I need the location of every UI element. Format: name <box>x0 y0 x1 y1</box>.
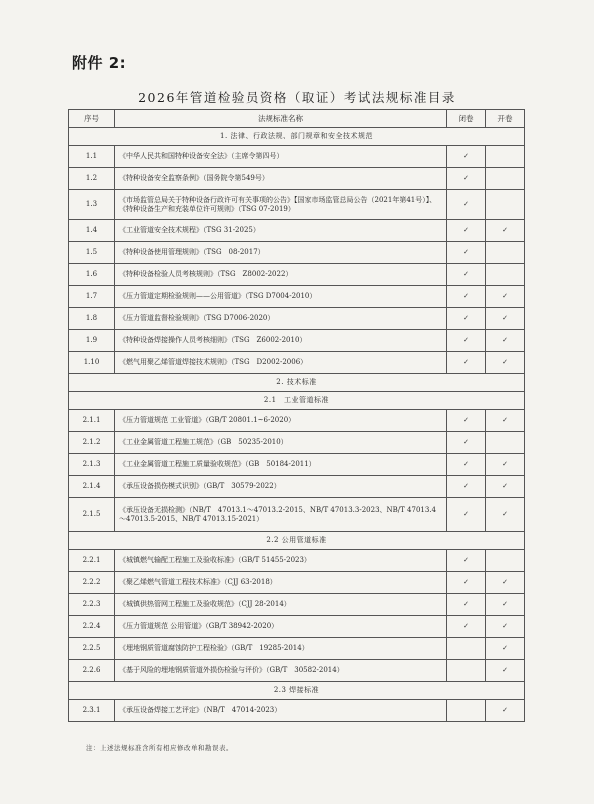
header-open-book: 开卷 <box>486 110 525 128</box>
closed-book-check-icon: ✓ <box>447 476 486 498</box>
table-row <box>69 660 525 682</box>
header-no: 序号 <box>69 110 115 128</box>
open-book-cell <box>486 432 525 454</box>
regulation-name: 《承压设备损伤模式识别》（GB/T 30579-2022） <box>115 476 447 498</box>
row-number: 2.2.5 <box>69 638 115 660</box>
closed-book-check-icon: ✓ <box>447 454 486 476</box>
regulation-name: 《工业金属管道工程施工质量验收规范》（GB 50184-2011） <box>115 454 447 476</box>
open-book-check-icon: ✓ <box>486 594 525 616</box>
open-book-check-icon: ✓ <box>486 308 525 330</box>
table-row <box>69 550 525 572</box>
row-number: 2.1.5 <box>69 498 115 532</box>
regulation-name: 《特种设备焊接操作人员考核细则》（TSG Z6002-2010） <box>115 330 447 352</box>
closed-book-check-icon: ✓ <box>447 220 486 242</box>
row-number: 2.2.2 <box>69 572 115 594</box>
regulation-name: 《承压设备无损检测》（NB/T 47013.1～47013.2-2015、NB/T 47013.3-2023、NB/T 47013.4～47013.5-2015、NB/T 47013.15-2021） <box>115 498 447 532</box>
row-number: 1.4 <box>69 220 115 242</box>
table-body <box>69 128 525 722</box>
table-section-row <box>69 532 525 550</box>
regulation-name: 《工业金属管道工程施工规范》（GB 50235-2010） <box>115 432 447 454</box>
closed-book-check-icon: ✓ <box>447 410 486 432</box>
row-number: 1.10 <box>69 352 115 374</box>
regulation-name: 《压力管道规范 工业管道》（GB/T 20801.1~6-2020） <box>115 410 447 432</box>
table-row <box>69 498 525 532</box>
open-book-cell <box>486 550 525 572</box>
row-number: 2.2.6 <box>69 660 115 682</box>
open-book-check-icon: ✓ <box>486 454 525 476</box>
row-number: 2.1.1 <box>69 410 115 432</box>
closed-book-check-icon: ✓ <box>447 168 486 190</box>
regulation-name: 《压力管道定期检验规则——公用管道》（TSG D7004-2010） <box>115 286 447 308</box>
row-number: 2.1.2 <box>69 432 115 454</box>
closed-book-check-icon: ✓ <box>447 146 486 168</box>
closed-book-check-icon: ✓ <box>447 572 486 594</box>
section-heading: 2.3 焊接标准 <box>69 682 525 700</box>
closed-book-cell <box>447 660 486 682</box>
table-section-row <box>69 128 525 146</box>
closed-book-check-icon: ✓ <box>447 190 486 220</box>
row-number: 2.2.3 <box>69 594 115 616</box>
open-book-cell <box>486 168 525 190</box>
open-book-check-icon: ✓ <box>486 498 525 532</box>
table-row <box>69 454 525 476</box>
table-row <box>69 572 525 594</box>
open-book-check-icon: ✓ <box>486 572 525 594</box>
row-number: 2.1.4 <box>69 476 115 498</box>
table-row <box>69 220 525 242</box>
table-row <box>69 616 525 638</box>
open-book-check-icon: ✓ <box>486 220 525 242</box>
closed-book-check-icon: ✓ <box>447 594 486 616</box>
table-row <box>69 286 525 308</box>
open-book-check-icon: ✓ <box>486 476 525 498</box>
regulation-name: 《承压设备焊接工艺评定》（NB/T 47014-2023） <box>115 700 447 722</box>
regulation-name: 《市场监管总局关于特种设备行政许可有关事项的公告》【国家市场监管总局公告（2021年第41号）】、《特种设备生产和充装单位许可规则》（TSG 07-2019） <box>115 190 447 220</box>
regulation-name: 《聚乙烯燃气管道工程技术标准》（CJJ 63-2018） <box>115 572 447 594</box>
closed-book-check-icon: ✓ <box>447 498 486 532</box>
table-row <box>69 264 525 286</box>
row-number: 1.8 <box>69 308 115 330</box>
table-section-row <box>69 682 525 700</box>
closed-book-check-icon: ✓ <box>447 330 486 352</box>
open-book-check-icon: ✓ <box>486 616 525 638</box>
closed-book-check-icon: ✓ <box>447 286 486 308</box>
open-book-cell <box>486 146 525 168</box>
row-number: 1.1 <box>69 146 115 168</box>
table-row <box>69 352 525 374</box>
table-section-row <box>69 374 525 392</box>
regulation-name: 《燃气用聚乙烯管道焊接技术规则》（TSG D2002-2006） <box>115 352 447 374</box>
row-number: 1.5 <box>69 242 115 264</box>
regulation-name: 《特种设备检验人员考核规则》（TSG Z8002-2022） <box>115 264 447 286</box>
open-book-check-icon: ✓ <box>486 286 525 308</box>
header-name: 法规标准名称 <box>115 110 447 128</box>
regulation-name: 《城镇燃气输配工程施工及验收标准》（GB/T 51455-2023） <box>115 550 447 572</box>
open-book-cell <box>486 242 525 264</box>
table-header-row <box>69 110 525 128</box>
open-book-check-icon: ✓ <box>486 700 525 722</box>
closed-book-check-icon: ✓ <box>447 242 486 264</box>
open-book-check-icon: ✓ <box>486 660 525 682</box>
table-row <box>69 410 525 432</box>
open-book-check-icon: ✓ <box>486 410 525 432</box>
regulations-table <box>68 109 525 722</box>
open-book-cell <box>486 264 525 286</box>
row-number: 1.6 <box>69 264 115 286</box>
table-row <box>69 476 525 498</box>
table-row <box>69 638 525 660</box>
regulation-name: 《埋地钢质管道腐蚀防护工程检验》（GB/T 19285-2014） <box>115 638 447 660</box>
section-heading: 2. 技术标准 <box>69 374 525 392</box>
open-book-check-icon: ✓ <box>486 352 525 374</box>
open-book-check-icon: ✓ <box>486 638 525 660</box>
section-heading: 2.1 工业管道标准 <box>69 392 525 410</box>
table-row <box>69 432 525 454</box>
table-row <box>69 330 525 352</box>
closed-book-check-icon: ✓ <box>447 308 486 330</box>
table-row <box>69 308 525 330</box>
section-heading: 2.2 公用管道标准 <box>69 532 525 550</box>
open-book-check-icon: ✓ <box>486 330 525 352</box>
row-number: 1.7 <box>69 286 115 308</box>
closed-book-check-icon: ✓ <box>447 264 486 286</box>
table-row <box>69 146 525 168</box>
regulation-name: 《特种设备使用管理规则》（TSG 08-2017） <box>115 242 447 264</box>
document-title: 2026年管道检验员资格（取证）考试法规标准目录 <box>138 90 456 105</box>
regulation-name: 《特种设备安全监察条例》（国务院令第549号） <box>115 168 447 190</box>
closed-book-check-icon: ✓ <box>447 550 486 572</box>
row-number: 1.3 <box>69 190 115 220</box>
closed-book-cell <box>447 700 486 722</box>
section-heading: 1. 法律、行政法规、部门规章和安全技术规范 <box>69 128 525 146</box>
table-section-row <box>69 392 525 410</box>
table-row <box>69 190 525 220</box>
closed-book-check-icon: ✓ <box>447 432 486 454</box>
row-number: 2.2.1 <box>69 550 115 572</box>
table-row <box>69 168 525 190</box>
regulation-name: 《城镇供热管网工程施工及验收规范》（CJJ 28-2014） <box>115 594 447 616</box>
open-book-cell <box>486 190 525 220</box>
header-closed-book: 闭卷 <box>447 110 486 128</box>
regulation-name: 《中华人民共和国特种设备安全法》（主席令第四号） <box>115 146 447 168</box>
row-number: 1.2 <box>69 168 115 190</box>
regulation-name: 《工业管道安全技术规程》（TSG 31-2025） <box>115 220 447 242</box>
closed-book-cell <box>447 638 486 660</box>
attachment-label: 附件 2: <box>72 54 127 72</box>
row-number: 1.9 <box>69 330 115 352</box>
row-number: 2.2.4 <box>69 616 115 638</box>
table-row <box>69 594 525 616</box>
table-row <box>69 700 525 722</box>
footnote: 注：上述法规标准含所有相应修改单和勘误表。 <box>86 744 233 752</box>
closed-book-check-icon: ✓ <box>447 616 486 638</box>
table-row <box>69 242 525 264</box>
row-number: 2.3.1 <box>69 700 115 722</box>
closed-book-check-icon: ✓ <box>447 352 486 374</box>
row-number: 2.1.3 <box>69 454 115 476</box>
regulation-name: 《压力管道监督检验规则》（TSG D7006-2020） <box>115 308 447 330</box>
regulation-name: 《压力管道规范 公用管道》（GB/T 38942-2020） <box>115 616 447 638</box>
regulation-name: 《基于风险的埋地钢质管道外损伤检验与评价》（GB/T 30582-2014） <box>115 660 447 682</box>
